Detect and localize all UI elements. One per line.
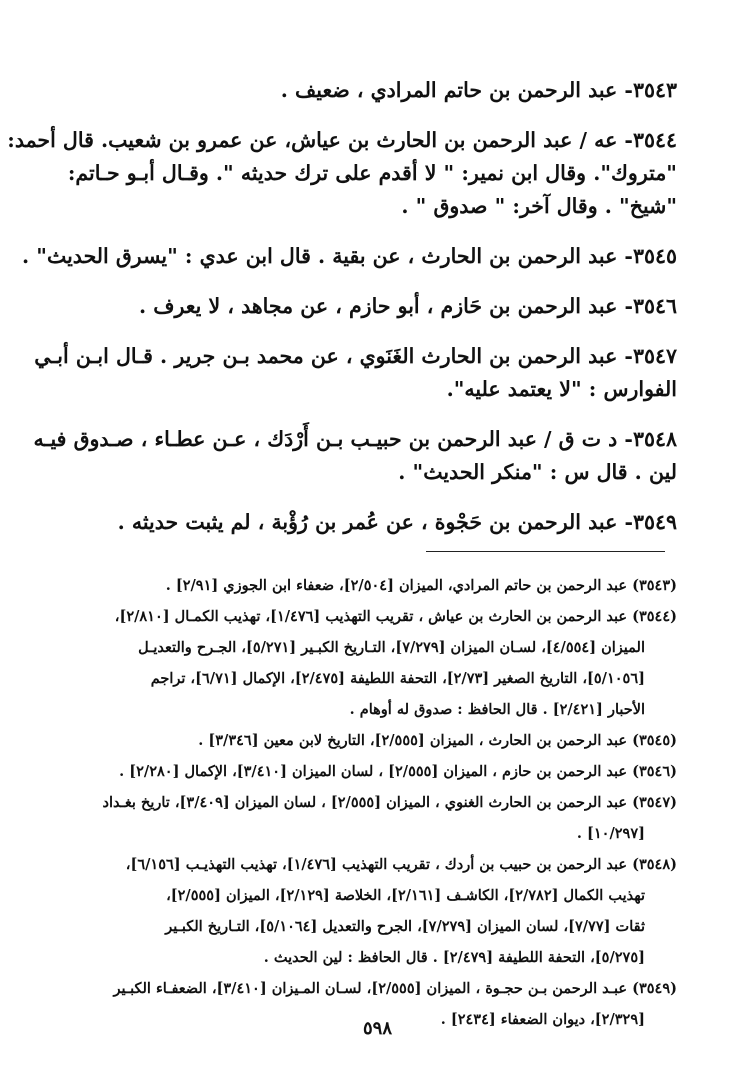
page-number: ٥٩٨ (362, 1018, 392, 1039)
entry-line: ٣٥٤٨- د ت ق / عبد الرحمن بن حبيـب بـن أَرْدَك ، عـن عطـاء ، صـدوق فيـه (33, 427, 677, 451)
footnote-3548 (77, 849, 677, 973)
footnote-line: (٣٥٤٩) عبـد الرحمن بـن حجـوة ، الميزان [٢/٥٥٥]، لسـان المـيزان [٣/٤١٠]، الضعفـاء الكبـير (113, 980, 677, 997)
footnote-line: ثقات [٧/٧٧]، لسان الميزان [٧/٢٧٩]، الجرح والتعديل [٥/١٠٦٤]، التـاريخ الكبـير (165, 918, 645, 935)
entry-line: ٣٥٤٧- عبد الرحمن بن الحارث الغَنَوي ، عن محمد بـن جرير . قـال ابـن أبـي (34, 344, 677, 368)
entry-3545 (22, 240, 677, 273)
entry-3548 (33, 423, 677, 489)
entry-3546 (82, 290, 677, 323)
entry-line: لين . قال س : "منكر الحديث" . (398, 460, 677, 484)
footnote-line: [٢/٣٢٩]، ديوان الضعفاء [٢٤٣٤] . (440, 1011, 645, 1028)
footnote-3545 (77, 725, 677, 756)
entry-3547 (34, 340, 677, 406)
footnotes-section (77, 570, 677, 1035)
footnote-3546 (77, 756, 677, 787)
entry-line: "شيخ" . وقال آخر: " صدوق " . (401, 194, 677, 218)
entry-line: ٣٥٤٤- عه / عبد الرحمن بن الحارث بن عياش، عن عمرو بن شعيب. قال أحمد: (7, 128, 677, 152)
footnote-line: تهذيب الكمال [٢/٧٨٢]، الكاشـف [٢/١٦١]، الخلاصة [٢/١٢٩]، الميزان [٢/٥٥٥]، (166, 887, 645, 904)
entry-3544 (7, 124, 677, 223)
entry-line: ٣٥٤٩- عبد الرحمن بن حَجْوة ، عن عُمر بن رُؤْبة ، لم يثبت حديثه . (117, 510, 677, 534)
footnote-divider (426, 551, 665, 552)
footnote-3543 (77, 570, 677, 601)
entries-section (7, 74, 677, 556)
entry-line: "متروك". وقال ابن نمير: " لا أقدم على ترك حديثه ". وقـال أبـو حـاتم: (67, 161, 677, 185)
footnote-3544 (77, 601, 677, 725)
footnote-line: [٥/٢٧٥]، التحفة اللطيفة [٢/٤٧٩] . قال الحافظ : لين الحديث . (263, 949, 645, 966)
footnote-line: (٣٥٤٤) عبد الرحمن بن الحارث بن عياش ، تقريب التهذيب [١/٤٧٦]، تهذيب الكمـال [٢/٨١٠]، (114, 608, 677, 625)
footnote-line: الميزان [٤/٥٥٤]، لسـان الميزان [٧/٢٧٩]، التـاريخ الكبـير [٥/٢٧١]، الجـرح والتعديـل (138, 639, 645, 656)
footnote-line: (٣٥٤٧) عبد الرحمن بن الحارث الغنوي ، الميزان [٢/٥٥٥] ، لسان الميزان [٣/٤٠٩]، تاريخ بغـداد (102, 794, 677, 811)
entry-3543 (82, 74, 677, 107)
entry-line: ٣٥٤٦- عبد الرحمن بن حَازم ، أبو حازم ، عن مجاهد ، لا يعرف . (138, 294, 677, 318)
entry-line: الفوارس : "لا يعتمد عليه". (446, 377, 677, 401)
entry-line: ٣٥٤٥- عبد الرحمن بن الحارث ، عن بقية . قال ابن عدي : "يسرق الحديث" . (22, 244, 677, 268)
footnote-line: (٣٥٤٦) عبد الرحمن بن حازم ، الميزان [٢/٥٥٥] ، لسان الميزان [٣/٤١٠]، الإكمال [٢/٢٨٠] . (119, 763, 677, 780)
footnote-line: [٥/١٠٥٦]، التاريخ الصغير [٢/٧٣]، التحفة اللطيفة [٢/٤٧٥]، الإكمال [٦/٧١]، تراجم (150, 670, 645, 687)
footnote-line: [١٠/٢٩٧] . (576, 825, 645, 842)
footnote-line: الأحبار [٢/٤٢١] . قال الحافظ : صدوق له أوهام . (349, 701, 645, 718)
entry-line: ٣٥٤٣- عبد الرحمن بن حاتم المرادي ، ضعيف . (280, 78, 677, 102)
footnote-line: (٣٥٤٥) عبد الرحمن بن الحارث ، الميزان [٢/٥٥٥]، التاريخ لابن معين [٣/٣٤٦] . (198, 732, 677, 749)
footnote-line: (٣٥٤٣) عبد الرحمن بن حاتم المرادي، الميزان [٢/٥٠٤]، ضعفاء ابن الجوزي [٢/٩١] . (165, 577, 677, 594)
entry-3549 (82, 506, 677, 539)
footnote-3547 (77, 787, 677, 849)
footnote-line: (٣٥٤٨) عبد الرحمن بن حبيب بن أردك ، تقريب التهذيب [١/٤٧٦]، تهذيب التهذيـب [٦/١٥٦]، (125, 856, 677, 873)
